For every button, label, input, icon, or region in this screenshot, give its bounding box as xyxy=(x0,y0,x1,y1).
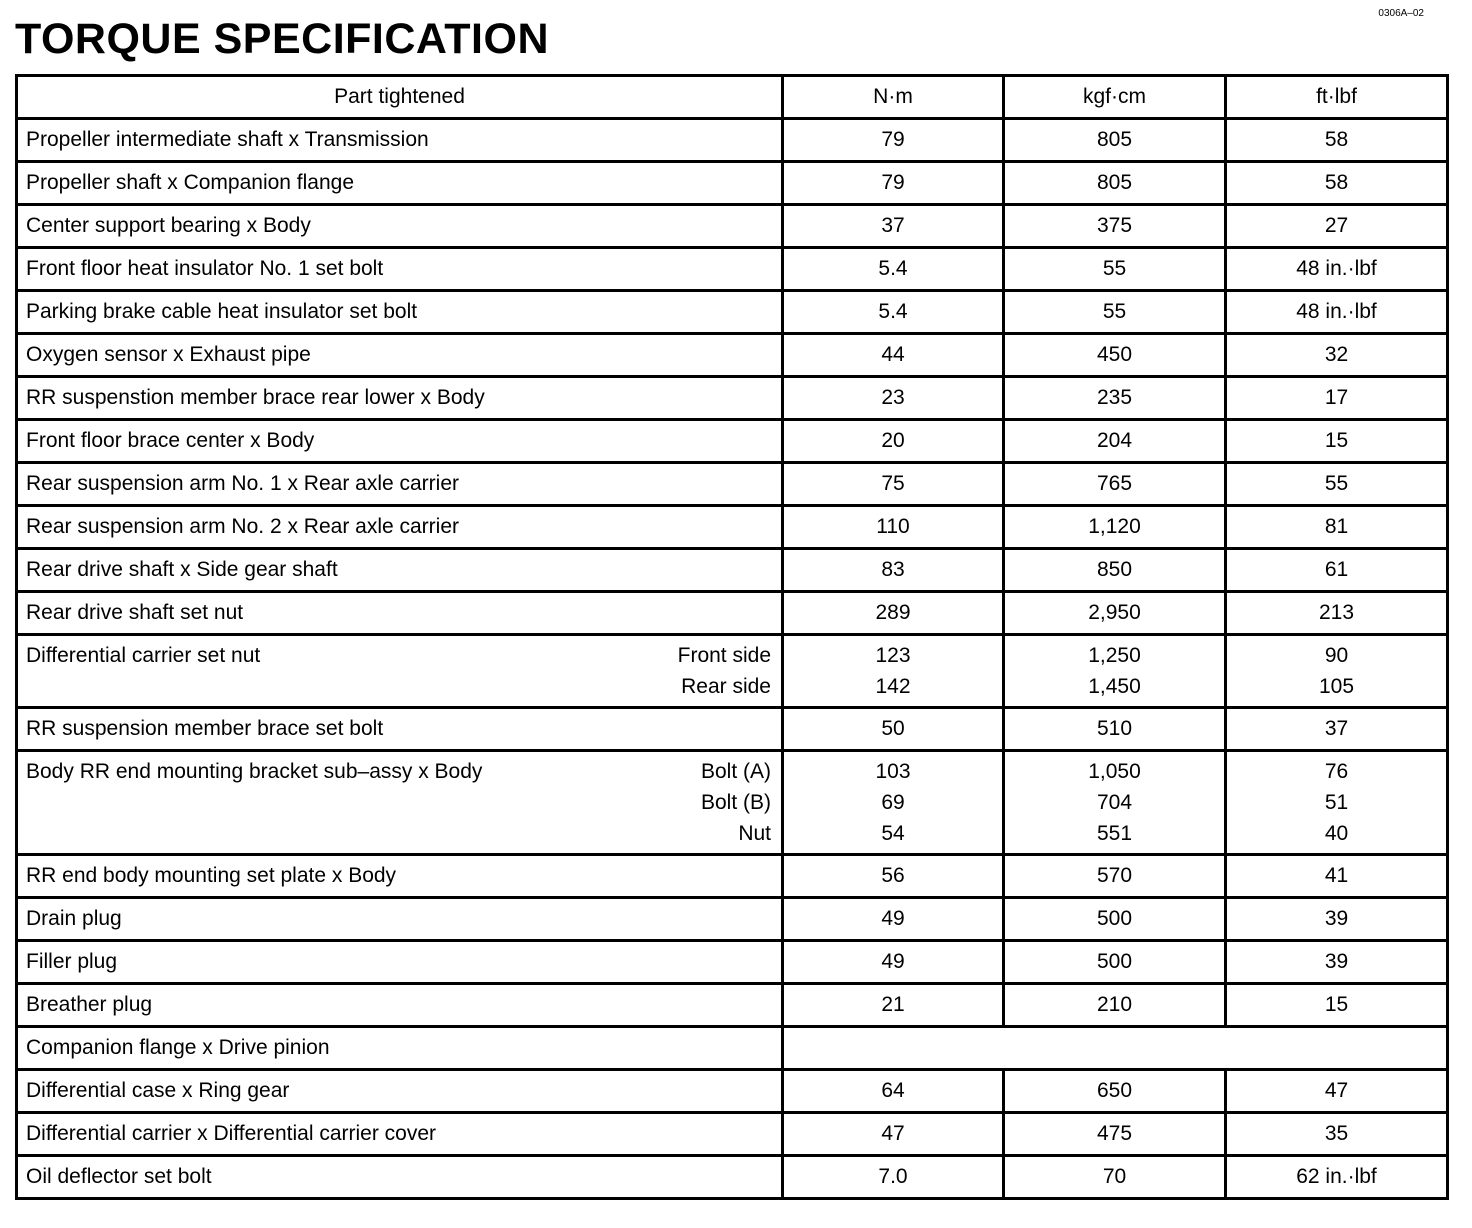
value-nm: 56 xyxy=(881,864,905,887)
page-title: TORQUE SPECIFICATION xyxy=(15,15,549,63)
value-kgfcm: 570 xyxy=(1096,864,1133,887)
value-ftlbf: 76 xyxy=(1324,760,1349,783)
value-cell-kgfcm xyxy=(1004,751,1226,855)
value-kgfcm: 70 xyxy=(1102,1165,1127,1188)
table-row xyxy=(17,855,1448,898)
value-cell-nm xyxy=(783,635,1004,708)
part-sublabel: Rear side xyxy=(681,675,771,698)
value-kgfcm: 500 xyxy=(1096,907,1133,930)
table-body xyxy=(17,119,1448,1199)
value-stack xyxy=(1227,640,1446,702)
value-stack xyxy=(1227,756,1446,849)
table-row xyxy=(17,162,1448,205)
part-cell xyxy=(17,334,783,377)
value-cell-nm xyxy=(783,751,1004,855)
table-row xyxy=(17,751,1448,855)
value-cell-nm xyxy=(783,984,1004,1027)
table-row xyxy=(17,119,1448,162)
value-kgfcm: 375 xyxy=(1096,214,1133,237)
part-cell xyxy=(17,1113,783,1156)
value-nm: 69 xyxy=(881,791,905,814)
part-cell-inner xyxy=(26,640,771,702)
value-cell-kgfcm xyxy=(1004,941,1226,984)
value-kgfcm: 551 xyxy=(1096,822,1133,845)
value-kgfcm: 204 xyxy=(1096,429,1133,452)
part-cell xyxy=(17,291,783,334)
part-cell xyxy=(17,898,783,941)
value-ftlbf: 37 xyxy=(1324,717,1349,740)
value-cell-kgfcm xyxy=(1004,855,1226,898)
column-header-ftlbf: ft·lbf xyxy=(1226,76,1448,119)
value-nm: 83 xyxy=(881,558,905,581)
value-cell-ftlbf xyxy=(1226,898,1448,941)
value-kgfcm: 765 xyxy=(1096,472,1133,495)
part-cell xyxy=(17,592,783,635)
value-cell-nm xyxy=(783,506,1004,549)
table-row xyxy=(17,291,1448,334)
part-name: Rear suspension arm No. 1 x Rear axle carrier xyxy=(26,472,460,495)
value-cell-ftlbf xyxy=(1226,377,1448,420)
value-nm: 54 xyxy=(881,822,905,845)
value-nm: 23 xyxy=(881,386,905,409)
part-cell xyxy=(17,549,783,592)
part-cell xyxy=(17,463,783,506)
part-cell xyxy=(17,205,783,248)
value-nm: 49 xyxy=(881,950,905,973)
value-cell-nm xyxy=(783,592,1004,635)
value-kgfcm: 2,950 xyxy=(1088,601,1141,624)
value-nm: 289 xyxy=(875,601,911,624)
value-cell-nm xyxy=(783,941,1004,984)
part-cell xyxy=(17,119,783,162)
value-nm: 75 xyxy=(881,472,905,495)
value-cell-nm xyxy=(783,708,1004,751)
value-cell-nm xyxy=(783,334,1004,377)
value-cell-ftlbf xyxy=(1226,1113,1448,1156)
value-kgfcm: 650 xyxy=(1096,1079,1133,1102)
value-ftlbf: 48 in.·lbf xyxy=(1296,257,1377,280)
value-kgfcm: 1,450 xyxy=(1088,675,1141,698)
value-nm: 21 xyxy=(881,993,905,1016)
table-row xyxy=(17,1156,1448,1199)
value-nm: 79 xyxy=(881,171,905,194)
table-row xyxy=(17,506,1448,549)
part-cell xyxy=(17,941,783,984)
part-cell xyxy=(17,855,783,898)
table-row xyxy=(17,941,1448,984)
value-kgfcm: 1,050 xyxy=(1088,760,1141,783)
table-row xyxy=(17,635,1448,708)
value-ftlbf: 61 xyxy=(1324,558,1349,581)
part-sublabel: Bolt (A) xyxy=(700,760,771,783)
part-cell xyxy=(17,1070,783,1113)
part-sublabel: Nut xyxy=(738,822,771,845)
value-cell-kgfcm xyxy=(1004,506,1226,549)
value-ftlbf: 105 xyxy=(1318,675,1355,698)
value-ftlbf: 55 xyxy=(1324,472,1349,495)
value-cell-nm xyxy=(783,898,1004,941)
value-nm: 37 xyxy=(881,214,905,237)
table-row xyxy=(17,549,1448,592)
value-cell-kgfcm xyxy=(1004,635,1226,708)
value-kgfcm: 510 xyxy=(1096,717,1133,740)
table-row xyxy=(17,377,1448,420)
value-cell-ftlbf xyxy=(1226,506,1448,549)
part-cell xyxy=(17,1156,783,1199)
value-cell-ftlbf xyxy=(1226,635,1448,708)
value-cell-kgfcm xyxy=(1004,984,1226,1027)
value-ftlbf: 15 xyxy=(1324,429,1349,452)
value-ftlbf: 39 xyxy=(1324,950,1349,973)
table-row xyxy=(17,1070,1448,1113)
value-cell-nm xyxy=(783,119,1004,162)
part-cell xyxy=(17,506,783,549)
value-cell-kgfcm xyxy=(1004,1070,1226,1113)
value-cell-kgfcm xyxy=(1004,420,1226,463)
value-kgfcm: 805 xyxy=(1096,171,1133,194)
value-cell-nm xyxy=(783,420,1004,463)
value-ftlbf: 47 xyxy=(1324,1079,1349,1102)
column-header-nm: N·m xyxy=(783,76,1004,119)
part-name: RR suspenstion member brace rear lower x Body xyxy=(26,386,485,409)
part-name: Companion flange x Drive pinion xyxy=(26,1036,330,1059)
value-cell-ftlbf xyxy=(1226,420,1448,463)
value-cell-nm xyxy=(783,855,1004,898)
part-name: Parking brake cable heat insulator set bolt xyxy=(26,300,418,323)
value-nm: 20 xyxy=(881,429,905,452)
value-kgfcm: 235 xyxy=(1096,386,1133,409)
part-cell xyxy=(17,377,783,420)
value-cell-nm xyxy=(783,248,1004,291)
document-code: 0306A–02 xyxy=(1378,8,1424,19)
value-nm: 50 xyxy=(881,717,905,740)
part-sublabel: Front side xyxy=(677,644,771,667)
table-row xyxy=(17,248,1448,291)
value-cell-kgfcm xyxy=(1004,898,1226,941)
value-ftlbf: 35 xyxy=(1324,1122,1349,1145)
torque-table xyxy=(15,74,1449,1200)
part-name: Rear drive shaft x Side gear shaft xyxy=(26,558,338,581)
value-cell-ftlbf xyxy=(1226,1070,1448,1113)
value-cell-ftlbf xyxy=(1226,205,1448,248)
value-cell-nm xyxy=(783,463,1004,506)
part-sublabel: Bolt (B) xyxy=(700,791,771,814)
table-row xyxy=(17,984,1448,1027)
value-nm: 47 xyxy=(881,1122,905,1145)
part-name: RR suspension member brace set bolt xyxy=(26,717,384,740)
value-nm: 123 xyxy=(875,644,911,667)
value-cell-kgfcm xyxy=(1004,1156,1226,1199)
value-nm: 79 xyxy=(881,128,905,151)
value-kgfcm: 1,120 xyxy=(1088,515,1141,538)
value-ftlbf: 58 xyxy=(1324,128,1349,151)
value-ftlbf: 15 xyxy=(1324,993,1349,1016)
value-kgfcm: 450 xyxy=(1096,343,1133,366)
value-cell-ftlbf xyxy=(1226,162,1448,205)
value-nm: 64 xyxy=(881,1079,905,1102)
value-ftlbf: 32 xyxy=(1324,343,1349,366)
value-ftlbf: 81 xyxy=(1324,515,1349,538)
value-cell-kgfcm xyxy=(1004,119,1226,162)
table-row xyxy=(17,205,1448,248)
value-cell-ftlbf xyxy=(1226,941,1448,984)
part-cell xyxy=(17,1027,783,1070)
value-nm: 103 xyxy=(875,760,911,783)
value-ftlbf: 27 xyxy=(1324,214,1349,237)
value-cell-nm xyxy=(783,205,1004,248)
value-kgfcm: 210 xyxy=(1096,993,1133,1016)
table-row xyxy=(17,420,1448,463)
value-cell-ftlbf xyxy=(1226,592,1448,635)
value-ftlbf: 40 xyxy=(1324,822,1349,845)
part-cell xyxy=(17,751,783,855)
column-header-part: Part tightened xyxy=(17,76,783,119)
value-kgfcm: 475 xyxy=(1096,1122,1133,1145)
value-kgfcm: 55 xyxy=(1102,257,1127,280)
value-cell-nm xyxy=(783,291,1004,334)
value-stack xyxy=(784,640,1002,702)
part-cell xyxy=(17,420,783,463)
value-ftlbf: 39 xyxy=(1324,907,1349,930)
value-cell-kgfcm xyxy=(1004,549,1226,592)
table-row xyxy=(17,708,1448,751)
part-cell xyxy=(17,984,783,1027)
part-name: Differential carrier set nut xyxy=(26,644,261,667)
table-header-row xyxy=(17,76,1448,119)
value-cell-kgfcm xyxy=(1004,377,1226,420)
value-cell-nm xyxy=(783,1113,1004,1156)
value-ftlbf: 213 xyxy=(1318,601,1355,624)
value-cell-nm xyxy=(783,549,1004,592)
value-cell-kgfcm xyxy=(1004,708,1226,751)
value-cell-kgfcm xyxy=(1004,205,1226,248)
part-name: Front floor brace center x Body xyxy=(26,429,315,452)
part-name: Rear drive shaft set nut xyxy=(26,601,244,624)
value-kgfcm: 850 xyxy=(1096,558,1133,581)
part-name: Body RR end mounting bracket sub–assy x Body xyxy=(26,760,483,783)
part-name: Differential case x Ring gear xyxy=(26,1079,290,1102)
value-cell-kgfcm xyxy=(1004,334,1226,377)
part-name: RR end body mounting set plate x Body xyxy=(26,864,397,887)
value-ftlbf: 41 xyxy=(1324,864,1349,887)
value-cell-kgfcm xyxy=(1004,248,1226,291)
value-nm: 49 xyxy=(881,907,905,930)
value-ftlbf: 90 xyxy=(1324,644,1349,667)
value-nm: 44 xyxy=(881,343,905,366)
part-cell xyxy=(17,162,783,205)
value-cell-nm xyxy=(783,162,1004,205)
value-cell-nm xyxy=(783,377,1004,420)
value-cell-kgfcm xyxy=(1004,592,1226,635)
value-nm: 5.4 xyxy=(878,257,908,280)
part-sublabels xyxy=(701,756,771,849)
table-row xyxy=(17,463,1448,506)
value-kgfcm: 1,250 xyxy=(1088,644,1141,667)
column-header-kgfcm: kgf·cm xyxy=(1004,76,1226,119)
part-name: Differential carrier x Differential carrier cover xyxy=(26,1122,437,1145)
value-cell-ftlbf xyxy=(1226,334,1448,377)
value-cell-ftlbf xyxy=(1226,1156,1448,1199)
value-stack xyxy=(784,756,1002,849)
merged-value-cell xyxy=(783,1027,1448,1070)
part-name: Drain plug xyxy=(26,907,122,930)
part-name: Center support bearing x Body xyxy=(26,214,311,237)
value-cell-kgfcm xyxy=(1004,463,1226,506)
value-cell-kgfcm xyxy=(1004,291,1226,334)
part-name: Breather plug xyxy=(26,993,153,1016)
value-ftlbf: 58 xyxy=(1324,171,1349,194)
part-name: Filler plug xyxy=(26,950,118,973)
value-cell-ftlbf xyxy=(1226,549,1448,592)
value-cell-ftlbf xyxy=(1226,248,1448,291)
table-row xyxy=(17,592,1448,635)
value-cell-ftlbf xyxy=(1226,119,1448,162)
value-cell-ftlbf xyxy=(1226,708,1448,751)
part-cell-inner xyxy=(26,756,771,849)
value-kgfcm: 805 xyxy=(1096,128,1133,151)
value-nm: 142 xyxy=(875,675,911,698)
part-name: Oil deflector set bolt xyxy=(26,1165,212,1188)
table-row xyxy=(17,334,1448,377)
value-stack xyxy=(1005,756,1224,849)
part-cell xyxy=(17,248,783,291)
value-ftlbf: 17 xyxy=(1324,386,1349,409)
part-name: Oxygen sensor x Exhaust pipe xyxy=(26,343,311,366)
value-cell-kgfcm xyxy=(1004,1113,1226,1156)
value-cell-ftlbf xyxy=(1226,855,1448,898)
part-name: Propeller shaft x Companion flange xyxy=(26,171,355,194)
value-cell-ftlbf xyxy=(1226,463,1448,506)
part-name: Front floor heat insulator No. 1 set bolt xyxy=(26,257,384,280)
part-sublabels xyxy=(678,640,771,702)
value-kgfcm: 55 xyxy=(1102,300,1127,323)
table-row xyxy=(17,898,1448,941)
value-cell-nm xyxy=(783,1070,1004,1113)
value-ftlbf: 48 in.·lbf xyxy=(1296,300,1377,323)
table-row xyxy=(17,1113,1448,1156)
value-kgfcm: 704 xyxy=(1096,791,1133,814)
value-ftlbf: 62 in.·lbf xyxy=(1296,1165,1377,1188)
value-kgfcm: 500 xyxy=(1096,950,1133,973)
value-ftlbf: 51 xyxy=(1324,791,1349,814)
value-cell-ftlbf xyxy=(1226,291,1448,334)
value-cell-kgfcm xyxy=(1004,162,1226,205)
value-cell-ftlbf xyxy=(1226,984,1448,1027)
part-cell xyxy=(17,635,783,708)
value-cell-nm xyxy=(783,1156,1004,1199)
part-name: Rear suspension arm No. 2 x Rear axle carrier xyxy=(26,515,460,538)
value-nm: 7.0 xyxy=(878,1165,908,1188)
table-row xyxy=(17,1027,1448,1070)
value-nm: 5.4 xyxy=(878,300,908,323)
part-cell xyxy=(17,708,783,751)
part-name: Propeller intermediate shaft x Transmission xyxy=(26,128,429,151)
value-nm: 110 xyxy=(876,515,910,538)
value-stack xyxy=(1005,640,1224,702)
value-cell-ftlbf xyxy=(1226,751,1448,855)
